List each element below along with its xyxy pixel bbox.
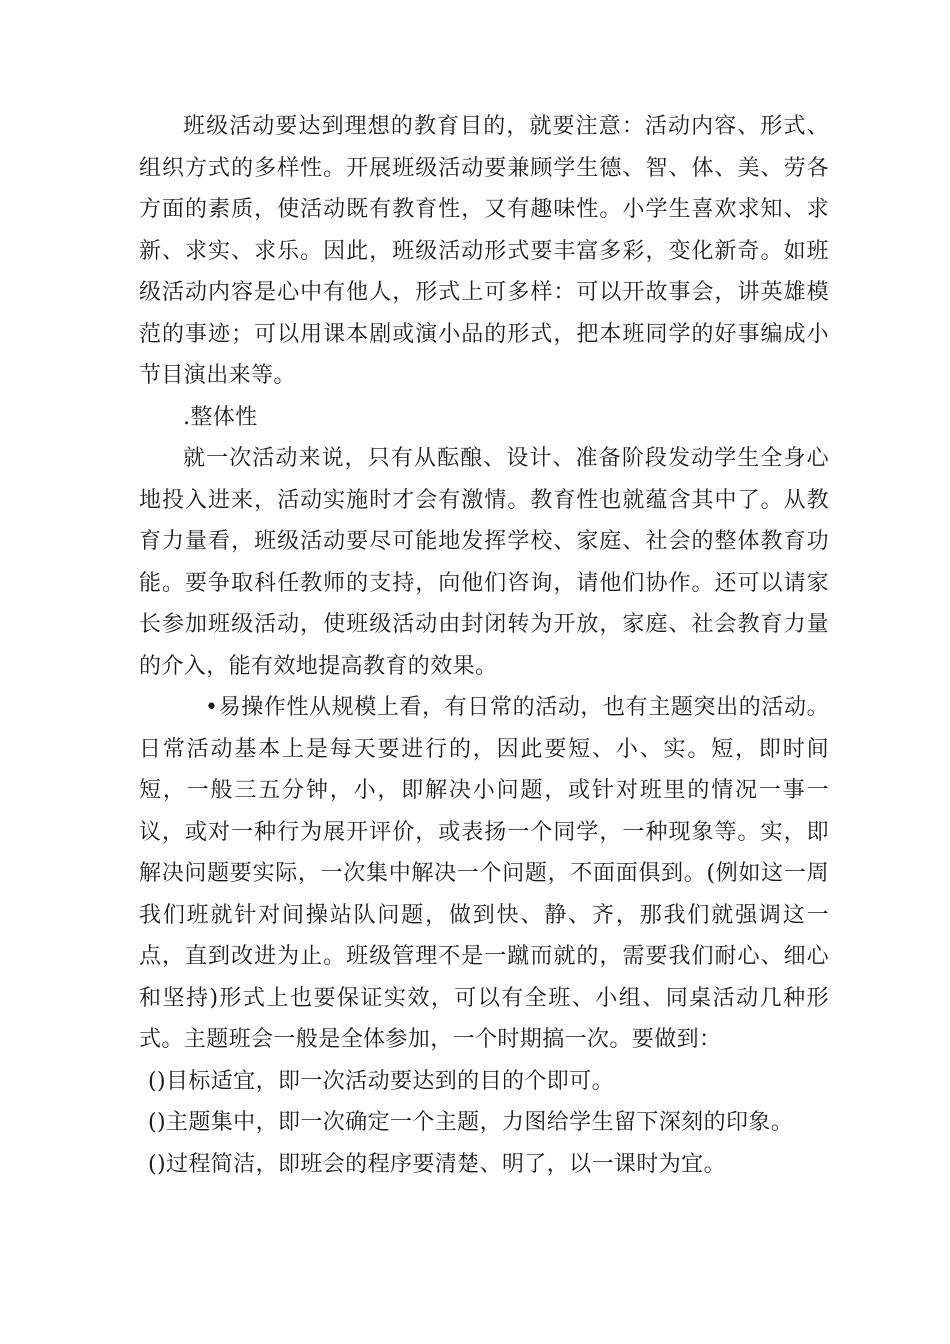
document-body	[139, 106, 829, 1185]
paragraph-operability: •易操作性从规模上看，有日常的活动，也有主题突出的活动。日常活动基本上是每天要进行的，因此要短、小、实。短，即时间短，一般三五分钟，小，即解决小问题，或针对班里的情况一事一议，或对一种行为展开评价，或表扬一个同学，一种现象等。实，即解决问题要实际，一次集中解决一个问题，不面面俱到。(例如这一周我们班就针对间操站队问题，做到快、静、齐，那我们就强调这一点，直到改进为止。班级管理不是一蹴而就的，需要我们耐心、细心和坚持)形式上也要保证实效，可以有全班、小组、同桌活动几种形式。主题班会一般是全体参加，一个时期搞一次。要做到：	[139, 695, 829, 1052]
subheading-integrity: .整体性	[183, 404, 258, 430]
paragraph-integrity: 就一次活动来说，只有从酝酿、设计、准备阶段发动学生全身心地投入进来，活动实施时才会有激情。教育性也就蕴含其中了。从教育力量看，班级活动要尽可能地发挥学校、家庭、社会的整体教育功能。要争取科任教师的支持，向他们咨询，请他们协作。还可以请家长参加班级活动，使班级活动由封闭转为开放，家庭、社会教育力量的介入，能有效地提高教育的效果。	[139, 446, 829, 679]
list-item-goal: ()目标适宜，即一次活动要达到的目的个即可。	[148, 1068, 614, 1094]
paragraph-diversity: 班级活动要达到理想的教育目的，就要注意：活动内容、形式、组织方式的多样性。开展班级活动要兼顾学生德、智、体、美、劳各方面的素质，使活动既有教育性，又有趣味性。小学生喜欢求知、求新、求实、求乐。因此，班级活动形式要丰富多彩，变化新奇。如班级活动内容是心中有他人，形式上可多样：可以开故事会，讲英雄模范的事迹；可以用课本剧或演小品的形式，把本班同学的好事编成小节目演出来等。	[139, 114, 829, 388]
list-item-theme: ()主题集中，即一次确定一个主题，力图给学生留下深刻的印象。	[148, 1110, 794, 1135]
list-item-process: ()过程简洁，即班会的程序要清楚、明了，以一课时为宜。	[148, 1151, 726, 1177]
